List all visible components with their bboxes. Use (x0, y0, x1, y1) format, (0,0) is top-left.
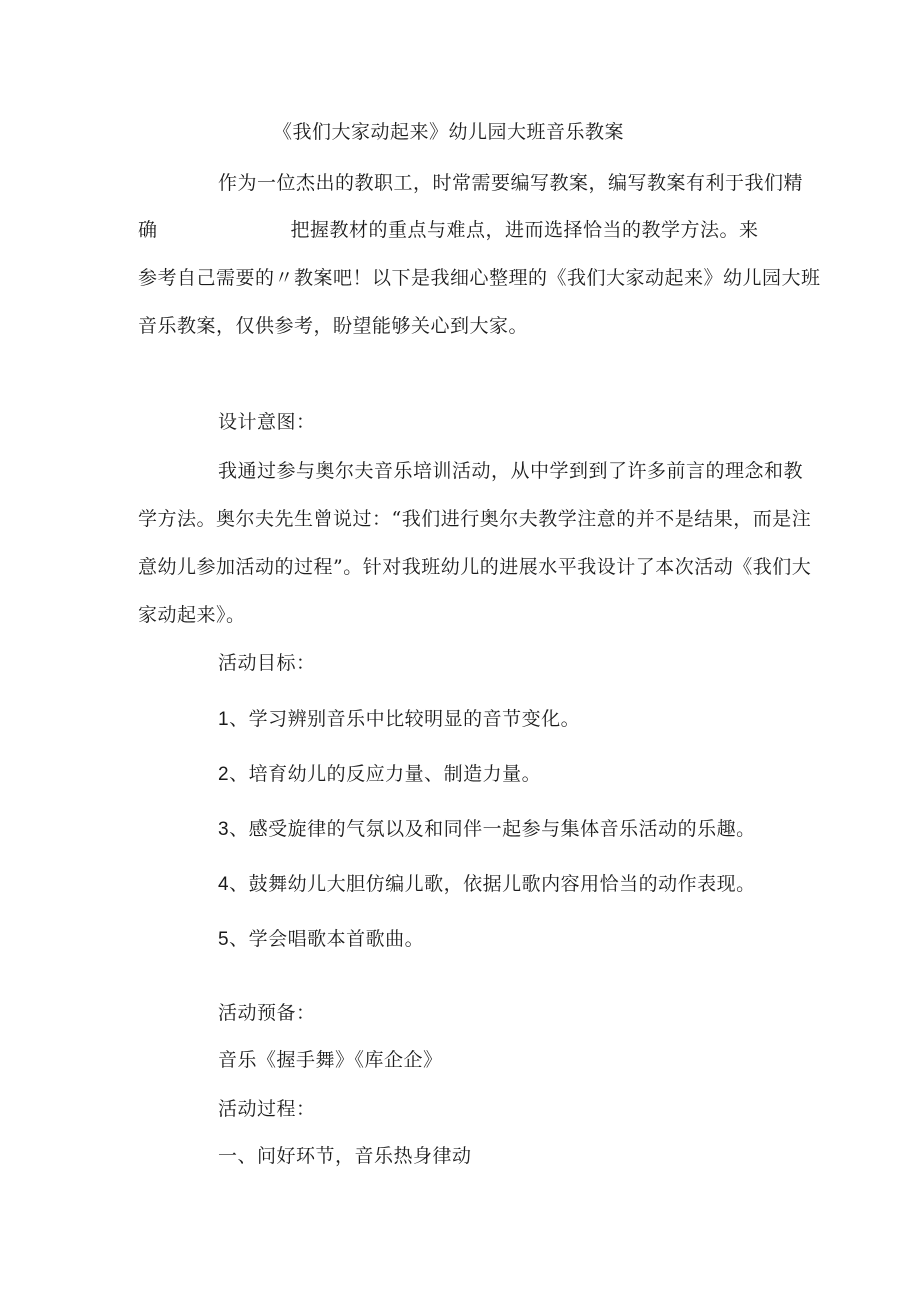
goal-number: 5、 (218, 929, 249, 950)
goals-heading: 活动目标： (218, 652, 316, 674)
design-line-2: 学方法。奥尔夫先生曾说过：“我们进行奥尔夫教学注意的并不是结果，而是注 (138, 508, 812, 530)
intro-line-2-start: 确 (138, 219, 158, 241)
goal-text: 感受旋律的气氛以及和同伴一起参与集体音乐活动的乐趣。 (248, 818, 756, 840)
design-heading: 设计意图： (218, 411, 316, 433)
goal-item-1 (218, 707, 580, 732)
goal-text: 鼓舞幼儿大胆仿编儿歌，依据儿歌内容用恰当的动作表现。 (248, 873, 756, 895)
goal-number: 4、 (218, 874, 249, 895)
goal-text: 培育幼儿的反应力量、制造力量。 (248, 763, 542, 785)
goal-text: 学会唱歌本首歌曲。 (248, 928, 425, 950)
goal-number: 2、 (218, 764, 249, 785)
design-line-4: 家动起来》。 (138, 604, 246, 626)
goal-item-5 (218, 927, 424, 952)
process-heading: 活动过程： (218, 1098, 316, 1120)
intro-line-4: 音乐教案，仅供参考，盼望能够关心到大家。 (138, 315, 529, 337)
process-line-1: 一、问好环节，音乐热身律动 (218, 1145, 472, 1167)
intro-line-3: 参考自己需要的〃教案吧！以下是我细心整理的《我们大家动起来》幼儿园大班 (138, 267, 821, 289)
intro-line-2 (138, 218, 759, 242)
design-line-1: 我通过参与奥尔夫音乐培训活动，从中学到到了许多前言的理念和教 (218, 460, 804, 482)
design-line-3: 意幼儿参加活动的过程”。针对我班幼儿的进展水平我设计了本次活动《我们大 (138, 556, 812, 578)
intro-line-1: 作为一位杰出的教职工，时常需要编写教案，编写教案有利于我们精 (218, 172, 804, 194)
prep-heading: 活动预备： (218, 1002, 316, 1024)
intro-line-2-rest: 把握教材的重点与难点，进而选择恰当的教学方法。来 (290, 219, 759, 241)
goal-item-3 (218, 817, 756, 842)
goal-item-2 (218, 762, 541, 787)
document-title: 《我们大家动起来》幼儿园大班音乐教案 (273, 121, 625, 143)
goal-item-4 (218, 872, 756, 897)
goal-number: 1、 (218, 709, 249, 730)
prep-line-1: 音乐《握手舞》《库企企》 (218, 1049, 443, 1071)
goal-number: 3、 (218, 819, 249, 840)
goal-text: 学习辨别音乐中比较明显的音节变化。 (248, 708, 581, 730)
